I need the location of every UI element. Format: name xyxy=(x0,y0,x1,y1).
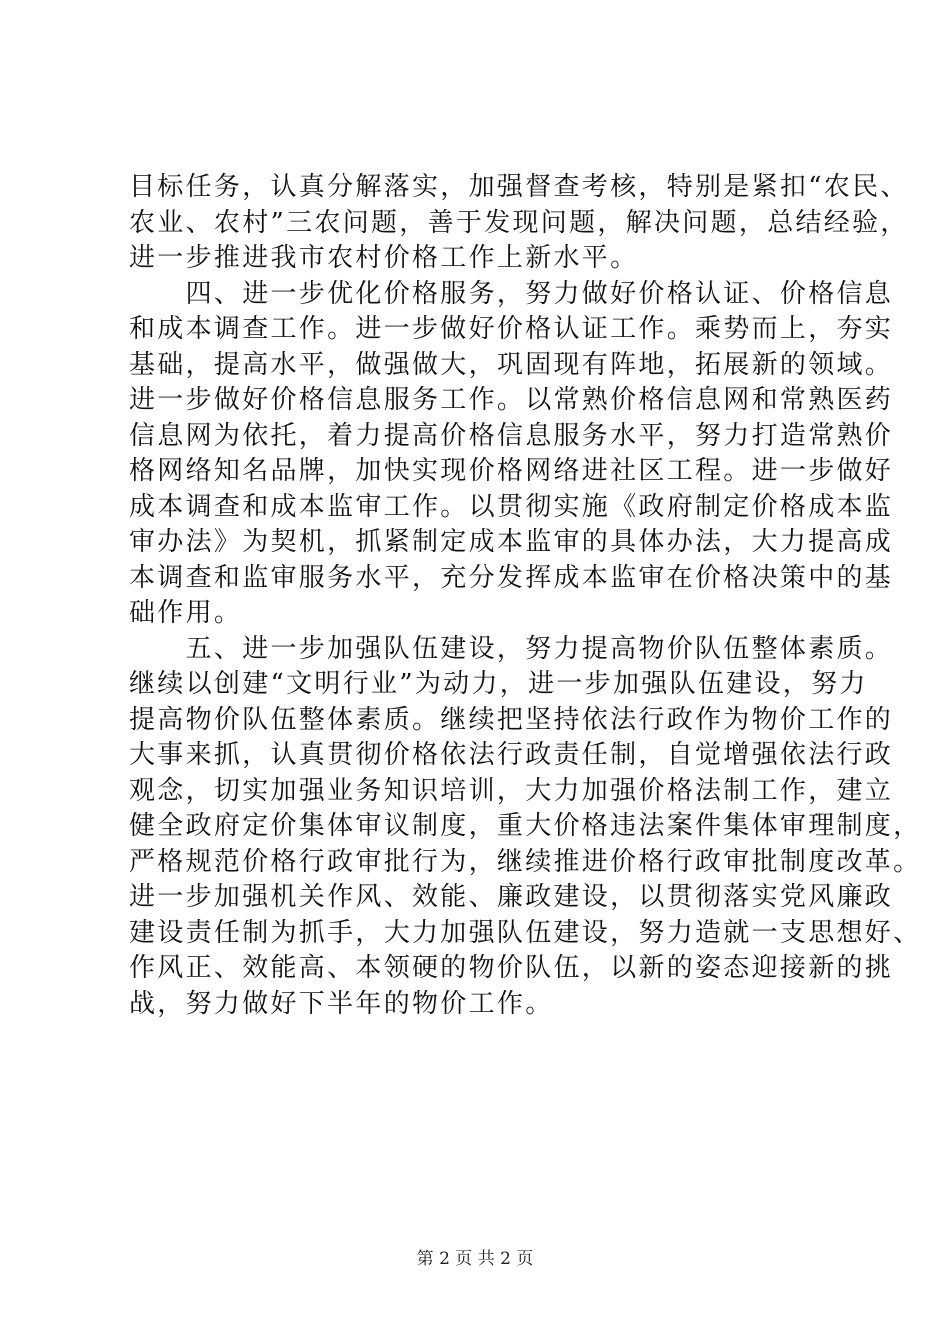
text-line: 目标任务，认真分解落实，加强督查考核，特别是紧扣“农民、 xyxy=(129,172,909,202)
text-line: 基础，提高水平，做强做大，巩固现有阵地，拓展新的领域。 xyxy=(129,349,894,380)
text-line: 格网络知名品牌，加快实现价格网络进社区工程。进一步做好 xyxy=(129,456,894,486)
body-text xyxy=(129,170,922,1022)
text-line: 建设责任制为抓手，大力加强队伍建设，努力造就一支思想好、 xyxy=(129,917,922,948)
text-line: 大事来抓，认真贯彻价格依法行政责任制，自觉增强依法行政 xyxy=(129,740,894,770)
text-line: 五、进一步加强队伍建设，努力提高物价队伍整体素质。 xyxy=(129,633,894,664)
text-line: 成本调查和成本监审工作。以贯彻实施《政府制定价格成本监 xyxy=(129,491,894,522)
text-line: 作风正、效能高、本领硬的物价队伍，以新的姿态迎接新的挑 xyxy=(129,953,894,983)
text-line: 本调查和监审服务水平，充分发挥成本监审在价格决策中的基 xyxy=(129,562,894,593)
text-line: 四、进一步优化价格服务，努力做好价格认证、价格信息 xyxy=(129,278,894,309)
text-line: 进一步加强机关作风、效能、廉政建设，以贯彻落实党风廉政 xyxy=(129,882,894,912)
text-line: 进一步推进我市农村价格工作上新水平。 xyxy=(129,243,639,273)
text-line: 和成本调查工作。进一步做好价格认证工作。乘势而上，夯实 xyxy=(129,314,894,344)
text-line: 战，努力做好下半年的物价工作。 xyxy=(129,988,554,1019)
text-line: 严格规范价格行政审批行为，继续推进价格行政审批制度改革。 xyxy=(129,846,922,877)
text-line: 农业、农村”三农问题，善于发现问题，解决问题，总结经验， xyxy=(129,207,909,238)
text-line: 健全政府定价集体审议制度，重大价格违法案件集体审理制度， xyxy=(129,811,922,841)
text-line: 继续以创建“文明行业”为动力，进一步加强队伍建设，努力 xyxy=(129,669,868,699)
text-line: 审办法》为契机，抓紧制定成本监审的具体办法，大力提高成 xyxy=(129,527,894,557)
text-line: 础作用。 xyxy=(129,598,243,628)
text-line: 信息网为依托，着力提高价格信息服务水平，努力打造常熟价 xyxy=(129,420,894,451)
page-number-footer: 第 2 页 共 2 页 xyxy=(416,1249,534,1269)
text-line: 提高物价队伍整体素质。继续把坚持依法行政作为物价工作的 xyxy=(129,704,894,735)
text-line: 进一步做好价格信息服务工作。以常熟价格信息网和常熟医药 xyxy=(129,385,894,415)
text-line: 观念，切实加强业务知识培训，大力加强价格法制工作，建立 xyxy=(129,775,894,806)
